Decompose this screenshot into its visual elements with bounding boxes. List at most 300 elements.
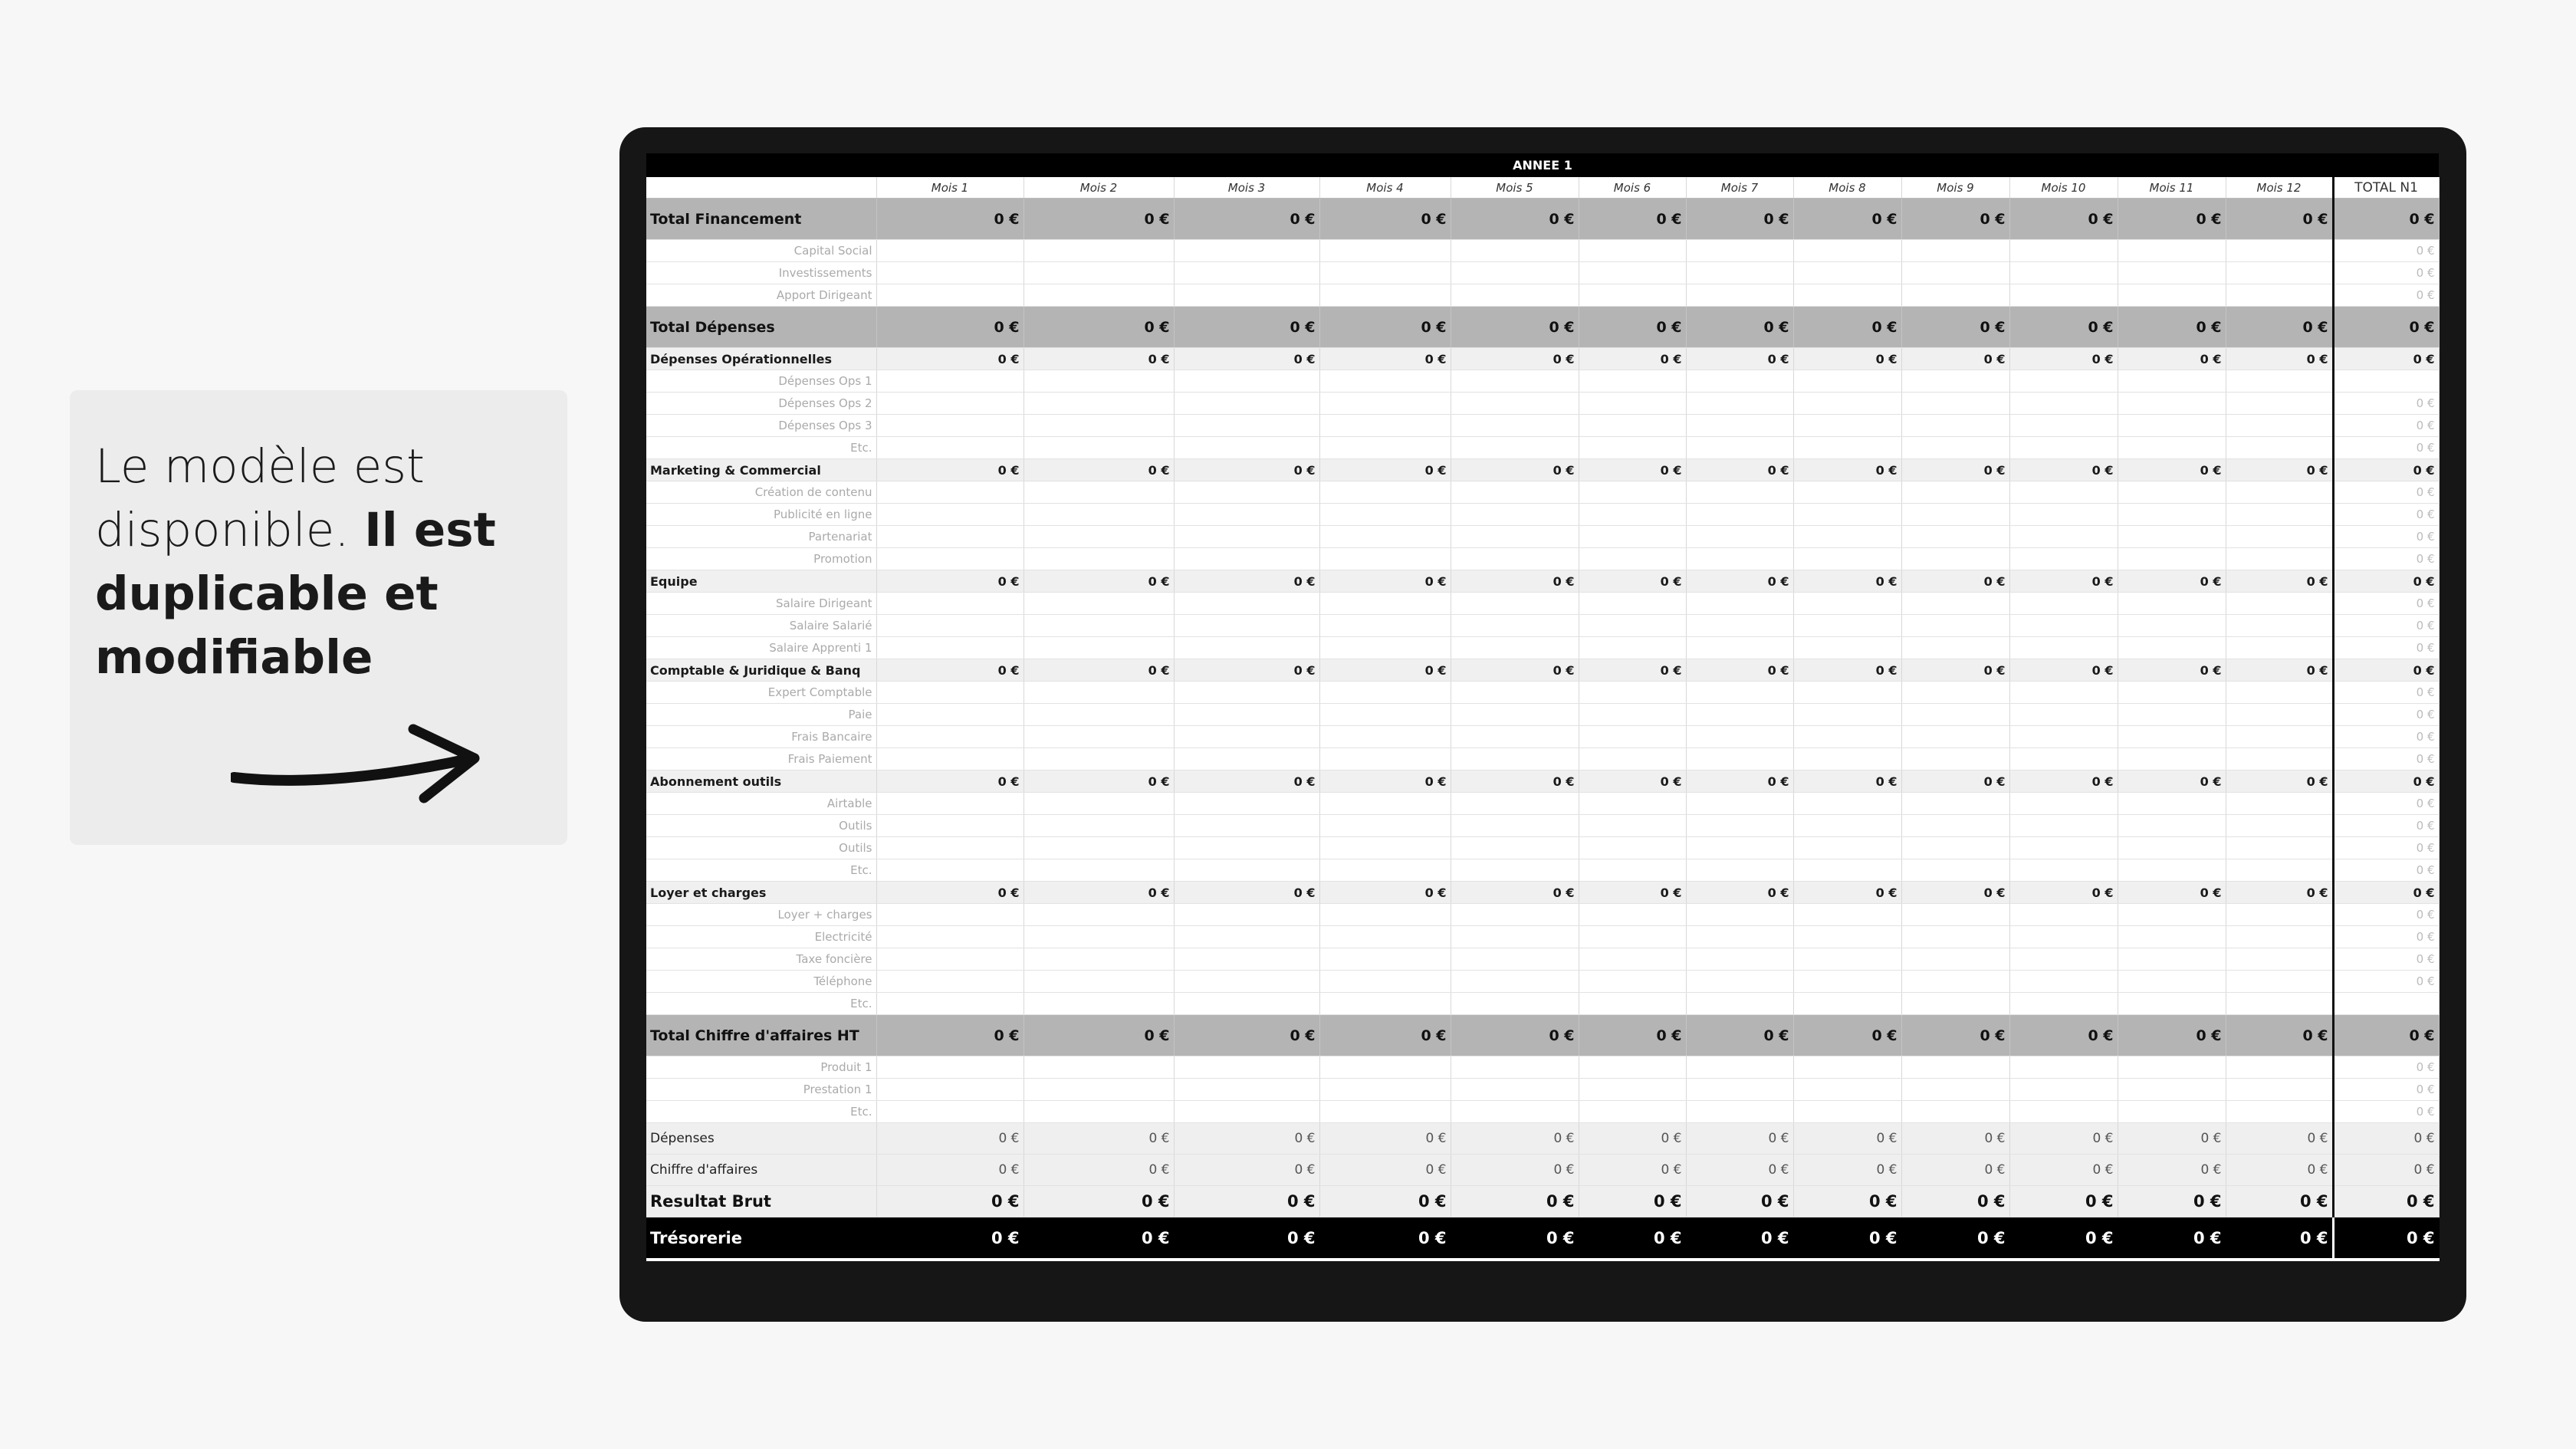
value-cell[interactable] (1901, 793, 2009, 815)
value-cell[interactable] (1686, 726, 1793, 748)
value-cell[interactable] (876, 815, 1024, 837)
value-cell[interactable] (2009, 393, 2118, 415)
value-cell[interactable] (2009, 748, 2118, 770)
value-cell[interactable]: 0 € (2226, 307, 2333, 348)
value-cell[interactable] (1579, 859, 1686, 882)
value-cell[interactable] (1579, 370, 1686, 393)
value-cell[interactable] (1319, 370, 1451, 393)
total-cell[interactable]: 0 € (2333, 770, 2439, 793)
value-cell[interactable] (1024, 704, 1174, 726)
value-cell[interactable] (2118, 393, 2226, 415)
value-cell[interactable]: 0 € (1174, 1186, 1319, 1217)
value-cell[interactable]: 0 € (2009, 459, 2118, 481)
value-cell[interactable] (1024, 637, 1174, 659)
value-cell[interactable]: 0 € (2226, 1155, 2333, 1186)
value-cell[interactable] (1686, 993, 1793, 1015)
value-cell[interactable] (2118, 971, 2226, 993)
value-cell[interactable] (1174, 526, 1319, 548)
value-cell[interactable]: 0 € (1174, 1123, 1319, 1155)
value-cell[interactable] (1451, 837, 1579, 859)
row-label[interactable]: Apport Dirigeant (646, 284, 876, 307)
value-cell[interactable] (1901, 948, 2009, 971)
value-cell[interactable] (1451, 548, 1579, 570)
total-cell[interactable]: 0 € (2333, 393, 2439, 415)
value-cell[interactable]: 0 € (1793, 1015, 1901, 1056)
value-cell[interactable] (1793, 504, 1901, 526)
value-cell[interactable]: 0 € (1451, 1015, 1579, 1056)
value-cell[interactable] (2118, 615, 2226, 637)
total-cell[interactable]: 0 € (2333, 284, 2439, 307)
value-cell[interactable]: 0 € (1024, 459, 1174, 481)
total-cell[interactable]: 0 € (2333, 1079, 2439, 1101)
value-cell[interactable] (1451, 904, 1579, 926)
value-cell[interactable]: 0 € (1319, 1186, 1451, 1217)
value-cell[interactable]: 0 € (1451, 882, 1579, 904)
value-cell[interactable] (1451, 240, 1579, 262)
row-label[interactable]: Publicité en ligne (646, 504, 876, 526)
month-header-4[interactable]: Mois 4 (1319, 177, 1451, 199)
value-cell[interactable]: 0 € (2226, 348, 2333, 370)
value-cell[interactable]: 0 € (1686, 1186, 1793, 1217)
value-cell[interactable]: 0 € (1579, 659, 1686, 682)
row-label[interactable]: Abonnement outils (646, 770, 876, 793)
value-cell[interactable] (1793, 481, 1901, 504)
value-cell[interactable] (1024, 262, 1174, 284)
value-cell[interactable] (1901, 704, 2009, 726)
value-cell[interactable] (1024, 1079, 1174, 1101)
value-cell[interactable] (1793, 415, 1901, 437)
value-cell[interactable] (1686, 637, 1793, 659)
value-cell[interactable] (1319, 704, 1451, 726)
value-cell[interactable]: 0 € (2118, 1186, 2226, 1217)
value-cell[interactable]: 0 € (876, 199, 1024, 240)
value-cell[interactable]: 0 € (1793, 1217, 1901, 1260)
value-cell[interactable]: 0 € (1024, 1217, 1174, 1260)
value-cell[interactable] (1793, 637, 1901, 659)
value-cell[interactable]: 0 € (2118, 1015, 2226, 1056)
value-cell[interactable] (1451, 726, 1579, 748)
value-cell[interactable] (1174, 504, 1319, 526)
value-cell[interactable] (876, 637, 1024, 659)
value-cell[interactable]: 0 € (1319, 459, 1451, 481)
total-cell[interactable]: 0 € (2333, 548, 2439, 570)
value-cell[interactable] (2118, 1079, 2226, 1101)
value-cell[interactable] (1579, 926, 1686, 948)
value-cell[interactable] (1686, 1079, 1793, 1101)
value-cell[interactable]: 0 € (2009, 770, 2118, 793)
value-cell[interactable]: 0 € (1024, 1015, 1174, 1056)
value-cell[interactable] (1686, 971, 1793, 993)
value-cell[interactable]: 0 € (1579, 770, 1686, 793)
value-cell[interactable] (1579, 284, 1686, 307)
value-cell[interactable] (876, 793, 1024, 815)
total-cell[interactable]: 0 € (2333, 726, 2439, 748)
value-cell[interactable] (1174, 993, 1319, 1015)
value-cell[interactable] (1319, 971, 1451, 993)
value-cell[interactable] (2009, 993, 2118, 1015)
value-cell[interactable] (1686, 837, 1793, 859)
value-cell[interactable] (2226, 837, 2333, 859)
value-cell[interactable] (2009, 1079, 2118, 1101)
value-cell[interactable] (2009, 1101, 2118, 1123)
value-cell[interactable] (1579, 637, 1686, 659)
value-cell[interactable] (1793, 593, 1901, 615)
value-cell[interactable] (2226, 504, 2333, 526)
total-cell[interactable]: 0 € (2333, 1217, 2439, 1260)
value-cell[interactable] (2226, 993, 2333, 1015)
value-cell[interactable] (1174, 240, 1319, 262)
value-cell[interactable] (2118, 240, 2226, 262)
value-cell[interactable] (1174, 262, 1319, 284)
value-cell[interactable] (1319, 837, 1451, 859)
value-cell[interactable] (1174, 748, 1319, 770)
value-cell[interactable] (1579, 548, 1686, 570)
month-header-8[interactable]: Mois 8 (1793, 177, 1901, 199)
value-cell[interactable]: 0 € (1579, 348, 1686, 370)
value-cell[interactable]: 0 € (2118, 348, 2226, 370)
value-cell[interactable] (1793, 370, 1901, 393)
value-cell[interactable]: 0 € (1319, 348, 1451, 370)
value-cell[interactable]: 0 € (876, 1155, 1024, 1186)
row-label[interactable]: Marketing & Commercial (646, 459, 876, 481)
row-label[interactable]: Trésorerie (646, 1217, 876, 1260)
value-cell[interactable]: 0 € (1174, 307, 1319, 348)
value-cell[interactable] (1024, 793, 1174, 815)
value-cell[interactable] (876, 1101, 1024, 1123)
value-cell[interactable]: 0 € (1793, 770, 1901, 793)
value-cell[interactable]: 0 € (1686, 199, 1793, 240)
value-cell[interactable] (1579, 993, 1686, 1015)
total-cell[interactable]: 0 € (2333, 1123, 2439, 1155)
value-cell[interactable] (876, 526, 1024, 548)
value-cell[interactable]: 0 € (876, 1123, 1024, 1155)
value-cell[interactable] (1579, 240, 1686, 262)
value-cell[interactable] (1686, 548, 1793, 570)
value-cell[interactable] (1686, 615, 1793, 637)
value-cell[interactable] (1451, 437, 1579, 459)
value-cell[interactable]: 0 € (1901, 199, 2009, 240)
value-cell[interactable] (1901, 437, 2009, 459)
value-cell[interactable] (1174, 971, 1319, 993)
value-cell[interactable]: 0 € (1901, 1123, 2009, 1155)
value-cell[interactable]: 0 € (1174, 882, 1319, 904)
total-cell[interactable]: 0 € (2333, 615, 2439, 637)
value-cell[interactable] (1319, 415, 1451, 437)
value-cell[interactable] (2009, 682, 2118, 704)
value-cell[interactable] (2226, 370, 2333, 393)
value-cell[interactable]: 0 € (876, 348, 1024, 370)
row-label[interactable]: Paie (646, 704, 876, 726)
value-cell[interactable]: 0 € (2118, 307, 2226, 348)
row-label[interactable]: Partenariat (646, 526, 876, 548)
value-cell[interactable]: 0 € (1174, 199, 1319, 240)
value-cell[interactable] (1686, 593, 1793, 615)
value-cell[interactable] (1793, 437, 1901, 459)
value-cell[interactable] (1686, 815, 1793, 837)
value-cell[interactable] (1793, 704, 1901, 726)
total-cell[interactable]: 0 € (2333, 748, 2439, 770)
row-label[interactable]: Promotion (646, 548, 876, 570)
value-cell[interactable]: 0 € (876, 459, 1024, 481)
value-cell[interactable] (1793, 748, 1901, 770)
value-cell[interactable] (2118, 548, 2226, 570)
row-label[interactable]: Chiffre d'affaires (646, 1155, 876, 1186)
value-cell[interactable] (1319, 726, 1451, 748)
value-cell[interactable] (1024, 615, 1174, 637)
value-cell[interactable]: 0 € (1901, 770, 2009, 793)
value-cell[interactable]: 0 € (1451, 1186, 1579, 1217)
value-cell[interactable]: 0 € (2118, 459, 2226, 481)
value-cell[interactable] (2009, 637, 2118, 659)
row-label[interactable]: Airtable (646, 793, 876, 815)
value-cell[interactable] (2118, 726, 2226, 748)
value-cell[interactable]: 0 € (1451, 570, 1579, 593)
total-cell[interactable] (2333, 370, 2439, 393)
value-cell[interactable] (2118, 637, 2226, 659)
row-label[interactable]: Equipe (646, 570, 876, 593)
value-cell[interactable]: 0 € (1686, 1155, 1793, 1186)
value-cell[interactable]: 0 € (1901, 459, 2009, 481)
value-cell[interactable] (1024, 437, 1174, 459)
value-cell[interactable]: 0 € (1319, 1155, 1451, 1186)
value-cell[interactable] (876, 504, 1024, 526)
value-cell[interactable] (1451, 1101, 1579, 1123)
value-cell[interactable] (1451, 284, 1579, 307)
value-cell[interactable] (876, 284, 1024, 307)
value-cell[interactable]: 0 € (1319, 1217, 1451, 1260)
value-cell[interactable] (1174, 481, 1319, 504)
value-cell[interactable] (2009, 481, 2118, 504)
value-cell[interactable] (876, 393, 1024, 415)
value-cell[interactable] (1319, 504, 1451, 526)
value-cell[interactable] (2009, 793, 2118, 815)
value-cell[interactable] (1579, 504, 1686, 526)
value-cell[interactable] (1686, 1056, 1793, 1079)
total-cell[interactable]: 0 € (2333, 526, 2439, 548)
value-cell[interactable] (1901, 971, 2009, 993)
value-cell[interactable]: 0 € (1024, 1123, 1174, 1155)
value-cell[interactable]: 0 € (1579, 1217, 1686, 1260)
total-cell[interactable]: 0 € (2333, 882, 2439, 904)
value-cell[interactable] (1793, 284, 1901, 307)
value-cell[interactable] (2009, 948, 2118, 971)
value-cell[interactable] (1901, 993, 2009, 1015)
value-cell[interactable] (2226, 904, 2333, 926)
value-cell[interactable] (1579, 615, 1686, 637)
value-cell[interactable] (1793, 548, 1901, 570)
value-cell[interactable]: 0 € (1686, 307, 1793, 348)
row-label[interactable]: Salaire Apprenti 1 (646, 637, 876, 659)
value-cell[interactable]: 0 € (1901, 307, 2009, 348)
value-cell[interactable]: 0 € (1024, 659, 1174, 682)
value-cell[interactable] (1024, 1056, 1174, 1079)
total-cell[interactable]: 0 € (2333, 593, 2439, 615)
value-cell[interactable] (2009, 284, 2118, 307)
value-cell[interactable] (876, 859, 1024, 882)
row-label[interactable]: Outils (646, 837, 876, 859)
value-cell[interactable] (2009, 837, 2118, 859)
value-cell[interactable] (1319, 748, 1451, 770)
value-cell[interactable] (2118, 704, 2226, 726)
total-cell[interactable]: 0 € (2333, 459, 2439, 481)
value-cell[interactable] (1793, 393, 1901, 415)
value-cell[interactable] (1686, 415, 1793, 437)
value-cell[interactable] (876, 437, 1024, 459)
value-cell[interactable]: 0 € (1579, 570, 1686, 593)
value-cell[interactable]: 0 € (1579, 1015, 1686, 1056)
value-cell[interactable] (1024, 815, 1174, 837)
value-cell[interactable] (1024, 726, 1174, 748)
row-label[interactable]: Frais Bancaire (646, 726, 876, 748)
row-label[interactable]: Etc. (646, 859, 876, 882)
value-cell[interactable] (1319, 859, 1451, 882)
value-cell[interactable] (1686, 704, 1793, 726)
value-cell[interactable] (1686, 682, 1793, 704)
value-cell[interactable] (1793, 948, 1901, 971)
value-cell[interactable] (1319, 926, 1451, 948)
row-label[interactable]: Total Chiffre d'affaires HT (646, 1015, 876, 1056)
value-cell[interactable] (1319, 437, 1451, 459)
value-cell[interactable] (1024, 748, 1174, 770)
value-cell[interactable] (1024, 948, 1174, 971)
value-cell[interactable] (1579, 948, 1686, 971)
value-cell[interactable] (2118, 284, 2226, 307)
value-cell[interactable] (1024, 593, 1174, 615)
total-cell[interactable]: 0 € (2333, 682, 2439, 704)
value-cell[interactable] (1901, 926, 2009, 948)
value-cell[interactable]: 0 € (2009, 570, 2118, 593)
total-cell[interactable]: 0 € (2333, 704, 2439, 726)
value-cell[interactable]: 0 € (1319, 770, 1451, 793)
value-cell[interactable] (1024, 926, 1174, 948)
value-cell[interactable] (1793, 262, 1901, 284)
value-cell[interactable] (1174, 948, 1319, 971)
month-header-3[interactable]: Mois 3 (1174, 177, 1319, 199)
value-cell[interactable]: 0 € (1579, 1123, 1686, 1155)
value-cell[interactable]: 0 € (876, 1217, 1024, 1260)
value-cell[interactable] (1174, 437, 1319, 459)
total-cell[interactable]: 0 € (2333, 948, 2439, 971)
value-cell[interactable] (1901, 815, 2009, 837)
value-cell[interactable] (1451, 481, 1579, 504)
value-cell[interactable] (1319, 904, 1451, 926)
value-cell[interactable]: 0 € (2226, 459, 2333, 481)
value-cell[interactable]: 0 € (1901, 659, 2009, 682)
value-cell[interactable] (1451, 859, 1579, 882)
value-cell[interactable]: 0 € (2226, 770, 2333, 793)
value-cell[interactable] (1579, 1056, 1686, 1079)
value-cell[interactable]: 0 € (2226, 882, 2333, 904)
value-cell[interactable] (1451, 704, 1579, 726)
value-cell[interactable] (1793, 815, 1901, 837)
value-cell[interactable]: 0 € (1024, 882, 1174, 904)
value-cell[interactable]: 0 € (1319, 199, 1451, 240)
value-cell[interactable] (876, 415, 1024, 437)
value-cell[interactable]: 0 € (1451, 348, 1579, 370)
value-cell[interactable] (2226, 726, 2333, 748)
value-cell[interactable] (1174, 1056, 1319, 1079)
value-cell[interactable]: 0 € (1024, 570, 1174, 593)
total-cell[interactable]: 0 € (2333, 437, 2439, 459)
value-cell[interactable]: 0 € (1451, 1217, 1579, 1260)
value-cell[interactable] (1024, 904, 1174, 926)
value-cell[interactable] (2226, 748, 2333, 770)
value-cell[interactable]: 0 € (1174, 348, 1319, 370)
value-cell[interactable]: 0 € (1319, 307, 1451, 348)
value-cell[interactable] (2009, 415, 2118, 437)
month-header-2[interactable]: Mois 2 (1024, 177, 1174, 199)
value-cell[interactable]: 0 € (2009, 1217, 2118, 1260)
value-cell[interactable] (2226, 548, 2333, 570)
value-cell[interactable]: 0 € (2118, 1155, 2226, 1186)
value-cell[interactable]: 0 € (1686, 882, 1793, 904)
value-cell[interactable] (1579, 415, 1686, 437)
value-cell[interactable] (1686, 437, 1793, 459)
value-cell[interactable] (1579, 837, 1686, 859)
value-cell[interactable]: 0 € (1451, 1155, 1579, 1186)
row-label[interactable]: Dépenses (646, 1123, 876, 1155)
month-header-1[interactable]: Mois 1 (876, 177, 1024, 199)
value-cell[interactable] (1174, 370, 1319, 393)
value-cell[interactable] (1319, 993, 1451, 1015)
total-cell[interactable]: 0 € (2333, 1101, 2439, 1123)
value-cell[interactable] (1901, 415, 2009, 437)
value-cell[interactable] (2009, 504, 2118, 526)
value-cell[interactable] (1901, 593, 2009, 615)
row-label[interactable]: Capital Social (646, 240, 876, 262)
value-cell[interactable] (2226, 415, 2333, 437)
value-cell[interactable] (2009, 926, 2118, 948)
value-cell[interactable]: 0 € (1793, 1186, 1901, 1217)
value-cell[interactable] (1174, 793, 1319, 815)
value-cell[interactable] (876, 370, 1024, 393)
value-cell[interactable] (2226, 240, 2333, 262)
value-cell[interactable] (1451, 262, 1579, 284)
value-cell[interactable] (1451, 637, 1579, 659)
value-cell[interactable] (1174, 615, 1319, 637)
value-cell[interactable] (1319, 1101, 1451, 1123)
value-cell[interactable] (1174, 815, 1319, 837)
value-cell[interactable] (1174, 926, 1319, 948)
row-label[interactable]: Expert Comptable (646, 682, 876, 704)
value-cell[interactable] (2118, 593, 2226, 615)
row-label[interactable]: Total Dépenses (646, 307, 876, 348)
value-cell[interactable] (2226, 793, 2333, 815)
value-cell[interactable]: 0 € (1901, 1155, 2009, 1186)
total-cell[interactable] (2333, 993, 2439, 1015)
row-label[interactable]: Loyer + charges (646, 904, 876, 926)
value-cell[interactable]: 0 € (1793, 882, 1901, 904)
value-cell[interactable] (1901, 548, 2009, 570)
value-cell[interactable] (1579, 262, 1686, 284)
value-cell[interactable] (1579, 393, 1686, 415)
total-cell[interactable]: 0 € (2333, 415, 2439, 437)
value-cell[interactable]: 0 € (2009, 882, 2118, 904)
value-cell[interactable] (2118, 948, 2226, 971)
month-header-10[interactable]: Mois 10 (2009, 177, 2118, 199)
value-cell[interactable] (1451, 682, 1579, 704)
value-cell[interactable] (1451, 815, 1579, 837)
value-cell[interactable]: 0 € (2226, 659, 2333, 682)
value-cell[interactable] (876, 726, 1024, 748)
value-cell[interactable] (1901, 481, 2009, 504)
value-cell[interactable] (1319, 526, 1451, 548)
value-cell[interactable] (1579, 1079, 1686, 1101)
value-cell[interactable] (1901, 240, 2009, 262)
value-cell[interactable] (1901, 904, 2009, 926)
value-cell[interactable] (1174, 704, 1319, 726)
value-cell[interactable]: 0 € (1451, 459, 1579, 481)
